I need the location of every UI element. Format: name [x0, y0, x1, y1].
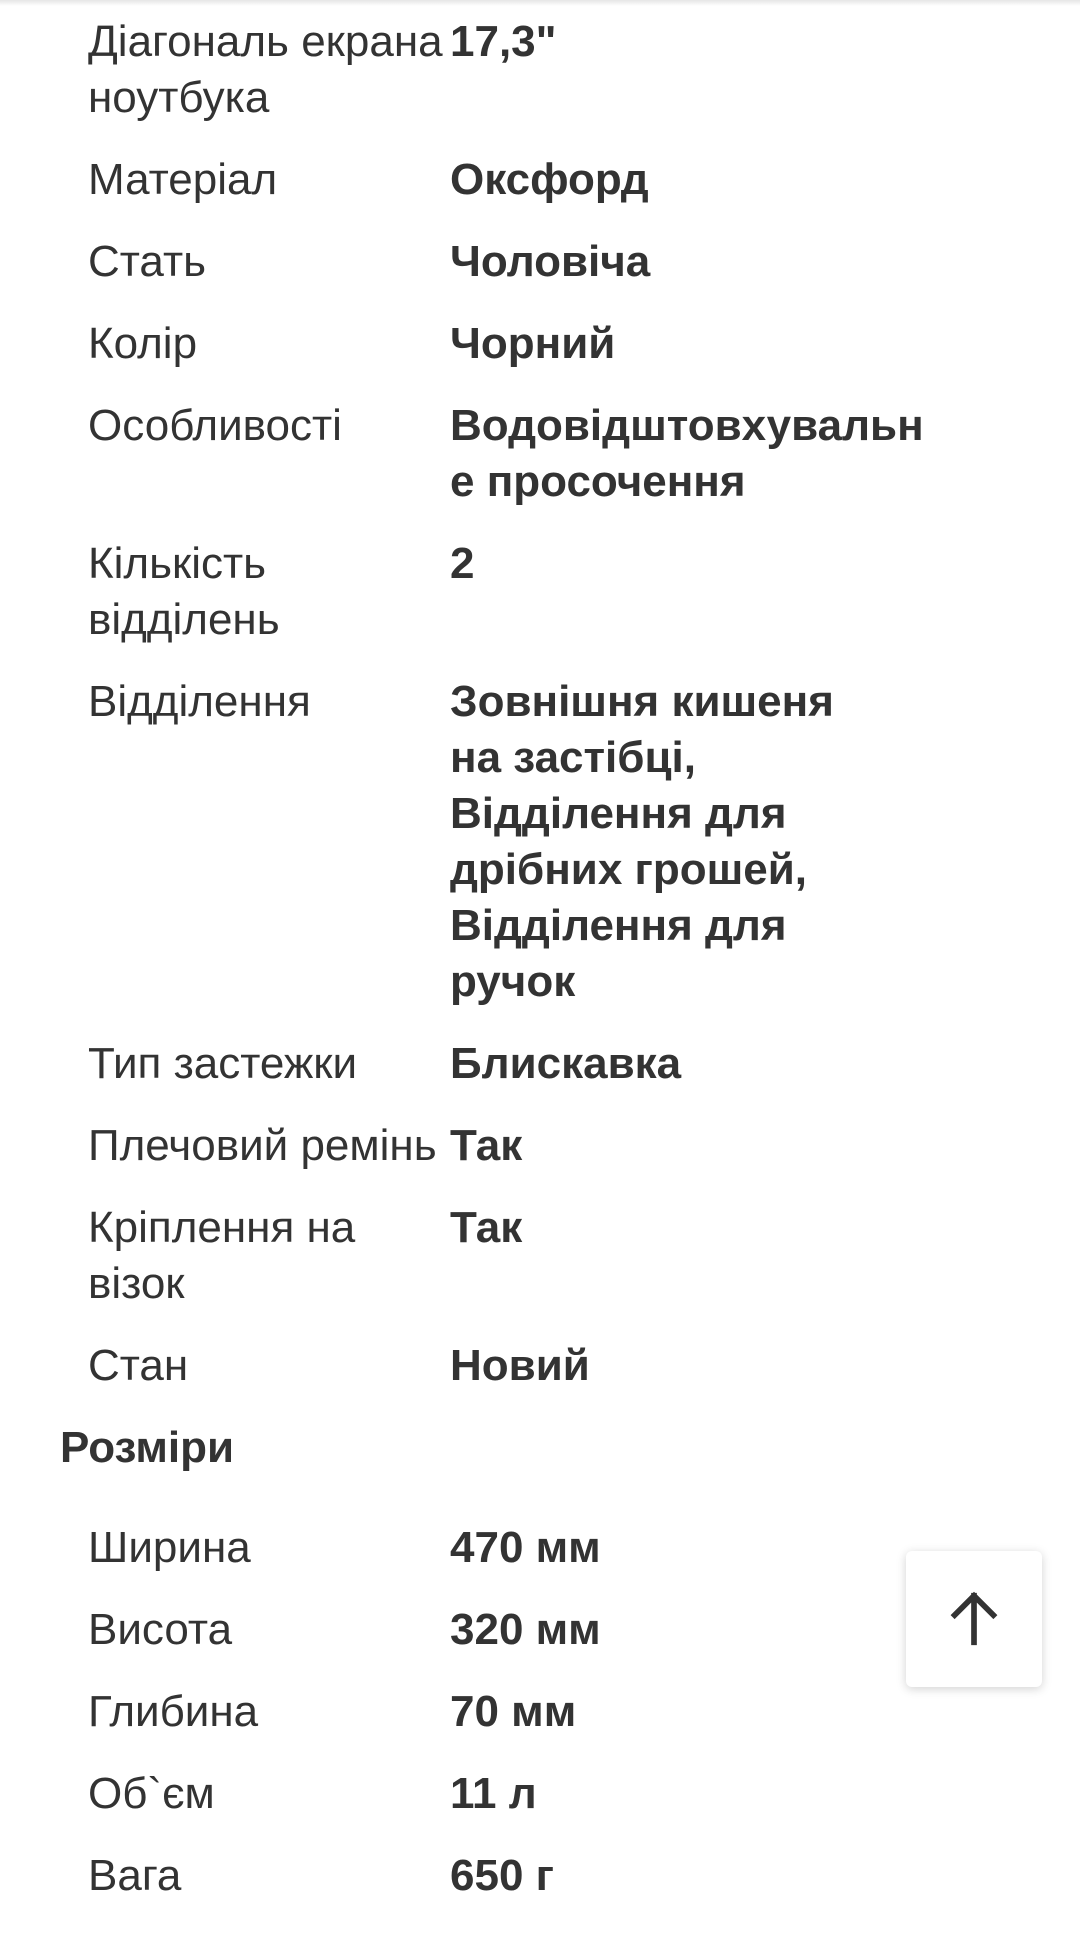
spec-row-material	[0, 152, 1080, 208]
spec-value: 70 мм	[450, 1687, 577, 1736]
spec-value: Новий	[450, 1341, 590, 1390]
spec-row-compartments-count	[0, 536, 1080, 648]
spec-label: Вага	[88, 1851, 182, 1900]
spec-value: 320 мм	[450, 1605, 601, 1654]
spec-value-line: Водовідштовхувальне просочення	[450, 401, 924, 506]
spec-label: Висота	[88, 1605, 233, 1654]
spec-label: Плечовий ремінь	[88, 1121, 437, 1170]
spec-label: Матеріал	[88, 155, 278, 204]
scroll-to-top-button[interactable]	[906, 1551, 1042, 1687]
spec-value: 17,3"	[450, 17, 557, 66]
spec-row-color	[0, 316, 1080, 372]
spec-value: Так	[450, 1203, 523, 1252]
spec-row-diagonal	[0, 14, 1080, 126]
spec-label: Стать	[88, 237, 207, 286]
spec-label: Відділення	[88, 677, 311, 726]
spec-row-weight	[0, 1848, 1080, 1904]
spec-label: Ширина	[88, 1523, 251, 1572]
spec-label: Об`єм	[88, 1769, 215, 1818]
spec-row-condition	[0, 1338, 1080, 1394]
spec-row-gender	[0, 234, 1080, 290]
spec-label: Кількість відділень	[88, 539, 280, 644]
spec-label: Колір	[88, 319, 198, 368]
spec-value: 11 л	[450, 1769, 537, 1818]
spec-row-volume	[0, 1766, 1080, 1822]
spec-value: 470 мм	[450, 1523, 601, 1572]
spec-value: Чорний	[450, 319, 616, 368]
spec-label: Тип застежки	[88, 1039, 358, 1088]
spec-label: Особливості	[88, 401, 342, 450]
spec-value	[450, 398, 938, 510]
spec-value: Чоловіча	[450, 237, 651, 286]
spec-row-fastener	[0, 1036, 1080, 1092]
spec-row-trolley-mount	[0, 1200, 1080, 1312]
spec-label: Глибина	[88, 1687, 259, 1736]
spec-value: 650 г	[450, 1851, 554, 1900]
spec-label: Кріплення на візок	[88, 1203, 356, 1308]
spec-value: Зовнішня кишеня на застібці, Відділення для дрібних грошей, Відділення для ручок	[450, 677, 834, 1006]
spec-row-shoulder-strap	[0, 1118, 1080, 1174]
dimensions-title: Розміри	[60, 1423, 235, 1472]
spec-value: Так	[450, 1121, 523, 1170]
spec-label: Діагональ екрана ноутбука	[88, 17, 443, 122]
spec-value: 2	[450, 539, 475, 588]
spec-row-compartments	[0, 674, 1080, 1010]
spec-value: Оксфорд	[450, 155, 649, 204]
spec-label: Стан	[88, 1341, 189, 1390]
spec-value: Блискавка	[450, 1039, 682, 1088]
arrow-up-icon	[943, 1588, 1005, 1650]
spec-row-depth	[0, 1684, 1080, 1740]
spec-row-features	[0, 398, 1080, 510]
